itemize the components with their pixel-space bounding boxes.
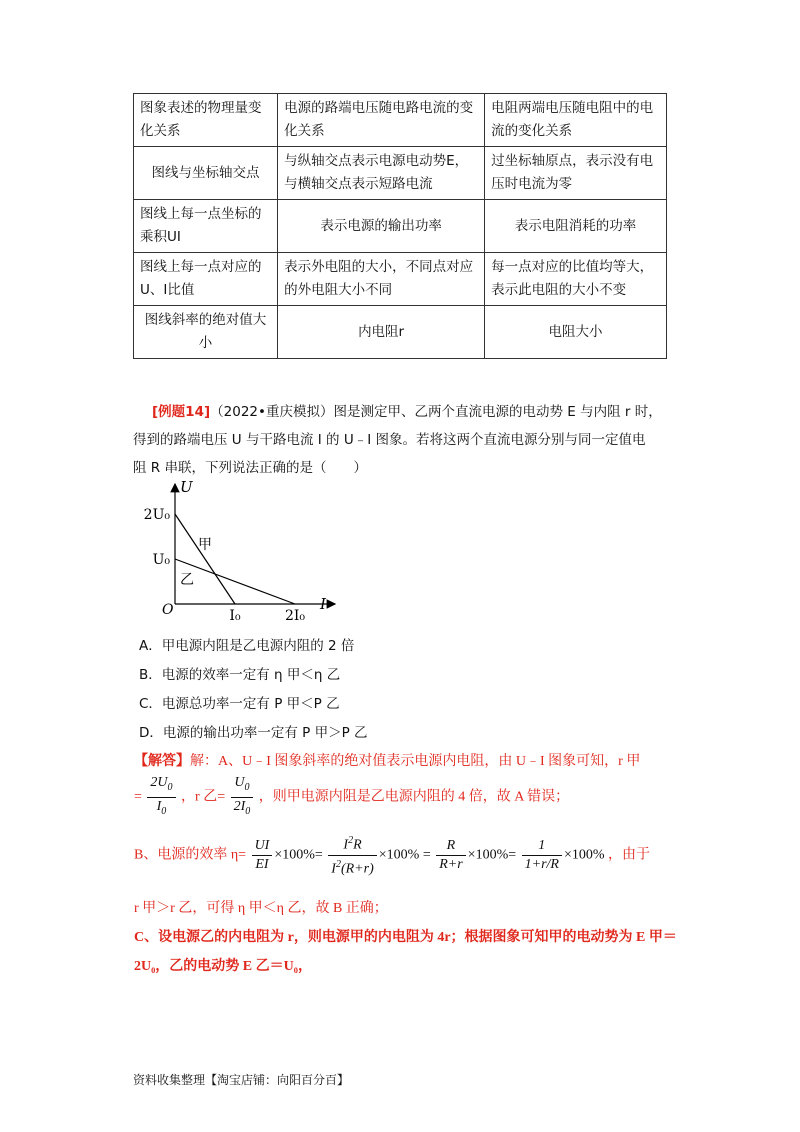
table-cell: 表示电阻消耗的功率 (485, 200, 667, 253)
answer-line-a1 (134, 750, 640, 774)
label-yi: 乙 (180, 572, 194, 588)
answer-text: ，r 乙= (181, 789, 226, 805)
footer-note: 资料收集整理【淘宝店铺：向阳百分百】 (133, 1073, 350, 1087)
answer-line-c2: 2U₀，乙的电动势 E 乙＝U₀， (134, 959, 312, 974)
table-cell: 内电阻r (278, 306, 485, 359)
fraction-R-over-Rr: $\frac{R}{R+r}$ (436, 837, 465, 874)
option-c: C．电源总功率一定有 P 甲＜P 乙 (139, 696, 340, 712)
answer-text: ，由于 (608, 847, 651, 863)
example-line-1 (152, 400, 662, 424)
answer-line-c1: C、设电源乙的内电阻为 r，则电源甲的内电阻为 4r；根据图象可知甲的电动势为 E 甲＝ (134, 930, 677, 945)
ui-graph (140, 478, 350, 624)
table-row (134, 94, 667, 147)
table-cell: 表示外电阻的大小，不同点对应的外电阻大小不同 (278, 253, 485, 306)
fraction-U0-over-2I0: $\frac{U_0}{2I_0}$ (231, 774, 254, 821)
example-source: （2022•重庆模拟） (210, 404, 334, 420)
x-axis-label: I (320, 595, 326, 613)
table-row (134, 253, 667, 306)
equals-sign: = (134, 789, 142, 805)
fraction-I2R-over-I2Rr: $\frac{I^2R}{I^2(R+r)}$ (328, 832, 376, 878)
x-tick-label: 2I₀ (284, 608, 306, 624)
option-a: A．甲电源内阻是乙电源内阻的 2 倍 (139, 638, 355, 654)
answer-text: 解：A、U﹣I 图象斜率的绝对值表示电源内电阻，由 U﹣I 图象可知，r 甲 (190, 754, 641, 769)
fraction-UI-over-EI: $\frac{UI}{EI}$ (252, 837, 273, 874)
table-cell: 图象表述的物理量变化关系 (134, 94, 278, 147)
series-line-jia (175, 514, 235, 604)
x-tick-label: I₀ (229, 608, 241, 624)
example-text: 图是测定甲、乙两个直流电源的电动势 E 与内阻 r 时， (333, 404, 662, 420)
answer-text: ，则甲电源内阻是乙电源内阻的 4 倍，故 A 错误； (258, 789, 570, 805)
table-row (134, 200, 667, 253)
answer-line-b2: r 甲＞r 乙，可得 η 甲＜η 乙，故 B 正确； (134, 901, 388, 916)
y-tick-label: U₀ (152, 552, 170, 568)
answer-line-a2 (134, 774, 569, 821)
option-d: D．电源的输出功率一定有 P 甲＞P 乙 (139, 725, 368, 741)
example-line-2: 得到的路端电压 U 与干路电流 I 的 U﹣I 图象。若将这两个直流电源分别与同一定值电 (133, 432, 646, 448)
table-cell: 图线斜率的绝对值大小 (134, 306, 278, 359)
y-axis-label: U (180, 478, 193, 496)
table-row (134, 147, 667, 200)
table-row (134, 306, 667, 359)
table-cell: 表示电源的输出功率 (278, 200, 485, 253)
table-cell: 电阻两端电压随电阻中的电流的变化关系 (485, 94, 667, 147)
table-cell: 图线上每一点对应的U、I比值 (134, 253, 278, 306)
fraction-2U0-over-I0: $\frac{2U_0}{I_0}$ (147, 774, 175, 821)
table-cell: 电阻大小 (485, 306, 667, 359)
label-jia: 甲 (198, 537, 212, 553)
comparison-table (133, 93, 667, 359)
answer-line-b1: B、电源的效率 η= $\frac{UI}{EI}$ ×100%= $\frac{I^2R}{I^2(R+r)}$ ×100% = $\frac{R}{R+r}$ ×100%= $\frac{1}{1+r/R}$ ×100% ，由于 (134, 832, 650, 878)
example-line-3: 阻 R 串联，下列说法正确的是（ ） (133, 460, 367, 476)
origin-label: O (162, 602, 174, 618)
answer-tag: 【解答】 (134, 754, 190, 769)
table-cell: 每一点对应的比值均等大，表示此电阻的大小不变 (485, 253, 667, 306)
example-tag: [例题14] (152, 404, 211, 420)
table-cell: 与纵轴交点表示电源电动势E，与横轴交点表示短路电流 (278, 147, 485, 200)
table-cell: 图线上每一点坐标的乘积UI (134, 200, 278, 253)
table-cell: 过坐标轴原点，表示没有电压时电流为零 (485, 147, 667, 200)
option-b: B．电源的效率一定有 η 甲＜η 乙 (139, 667, 341, 683)
table-cell: 电源的路端电压随电路电流的变化关系 (278, 94, 485, 147)
table-cell: 图线与坐标轴交点 (134, 147, 278, 200)
y-tick-label: 2U₀ (143, 507, 170, 523)
answer-text: B、电源的效率 η= (134, 847, 247, 863)
fraction-1-over-1-r-R: $\frac{1}{1+r/R}$ (522, 837, 562, 874)
